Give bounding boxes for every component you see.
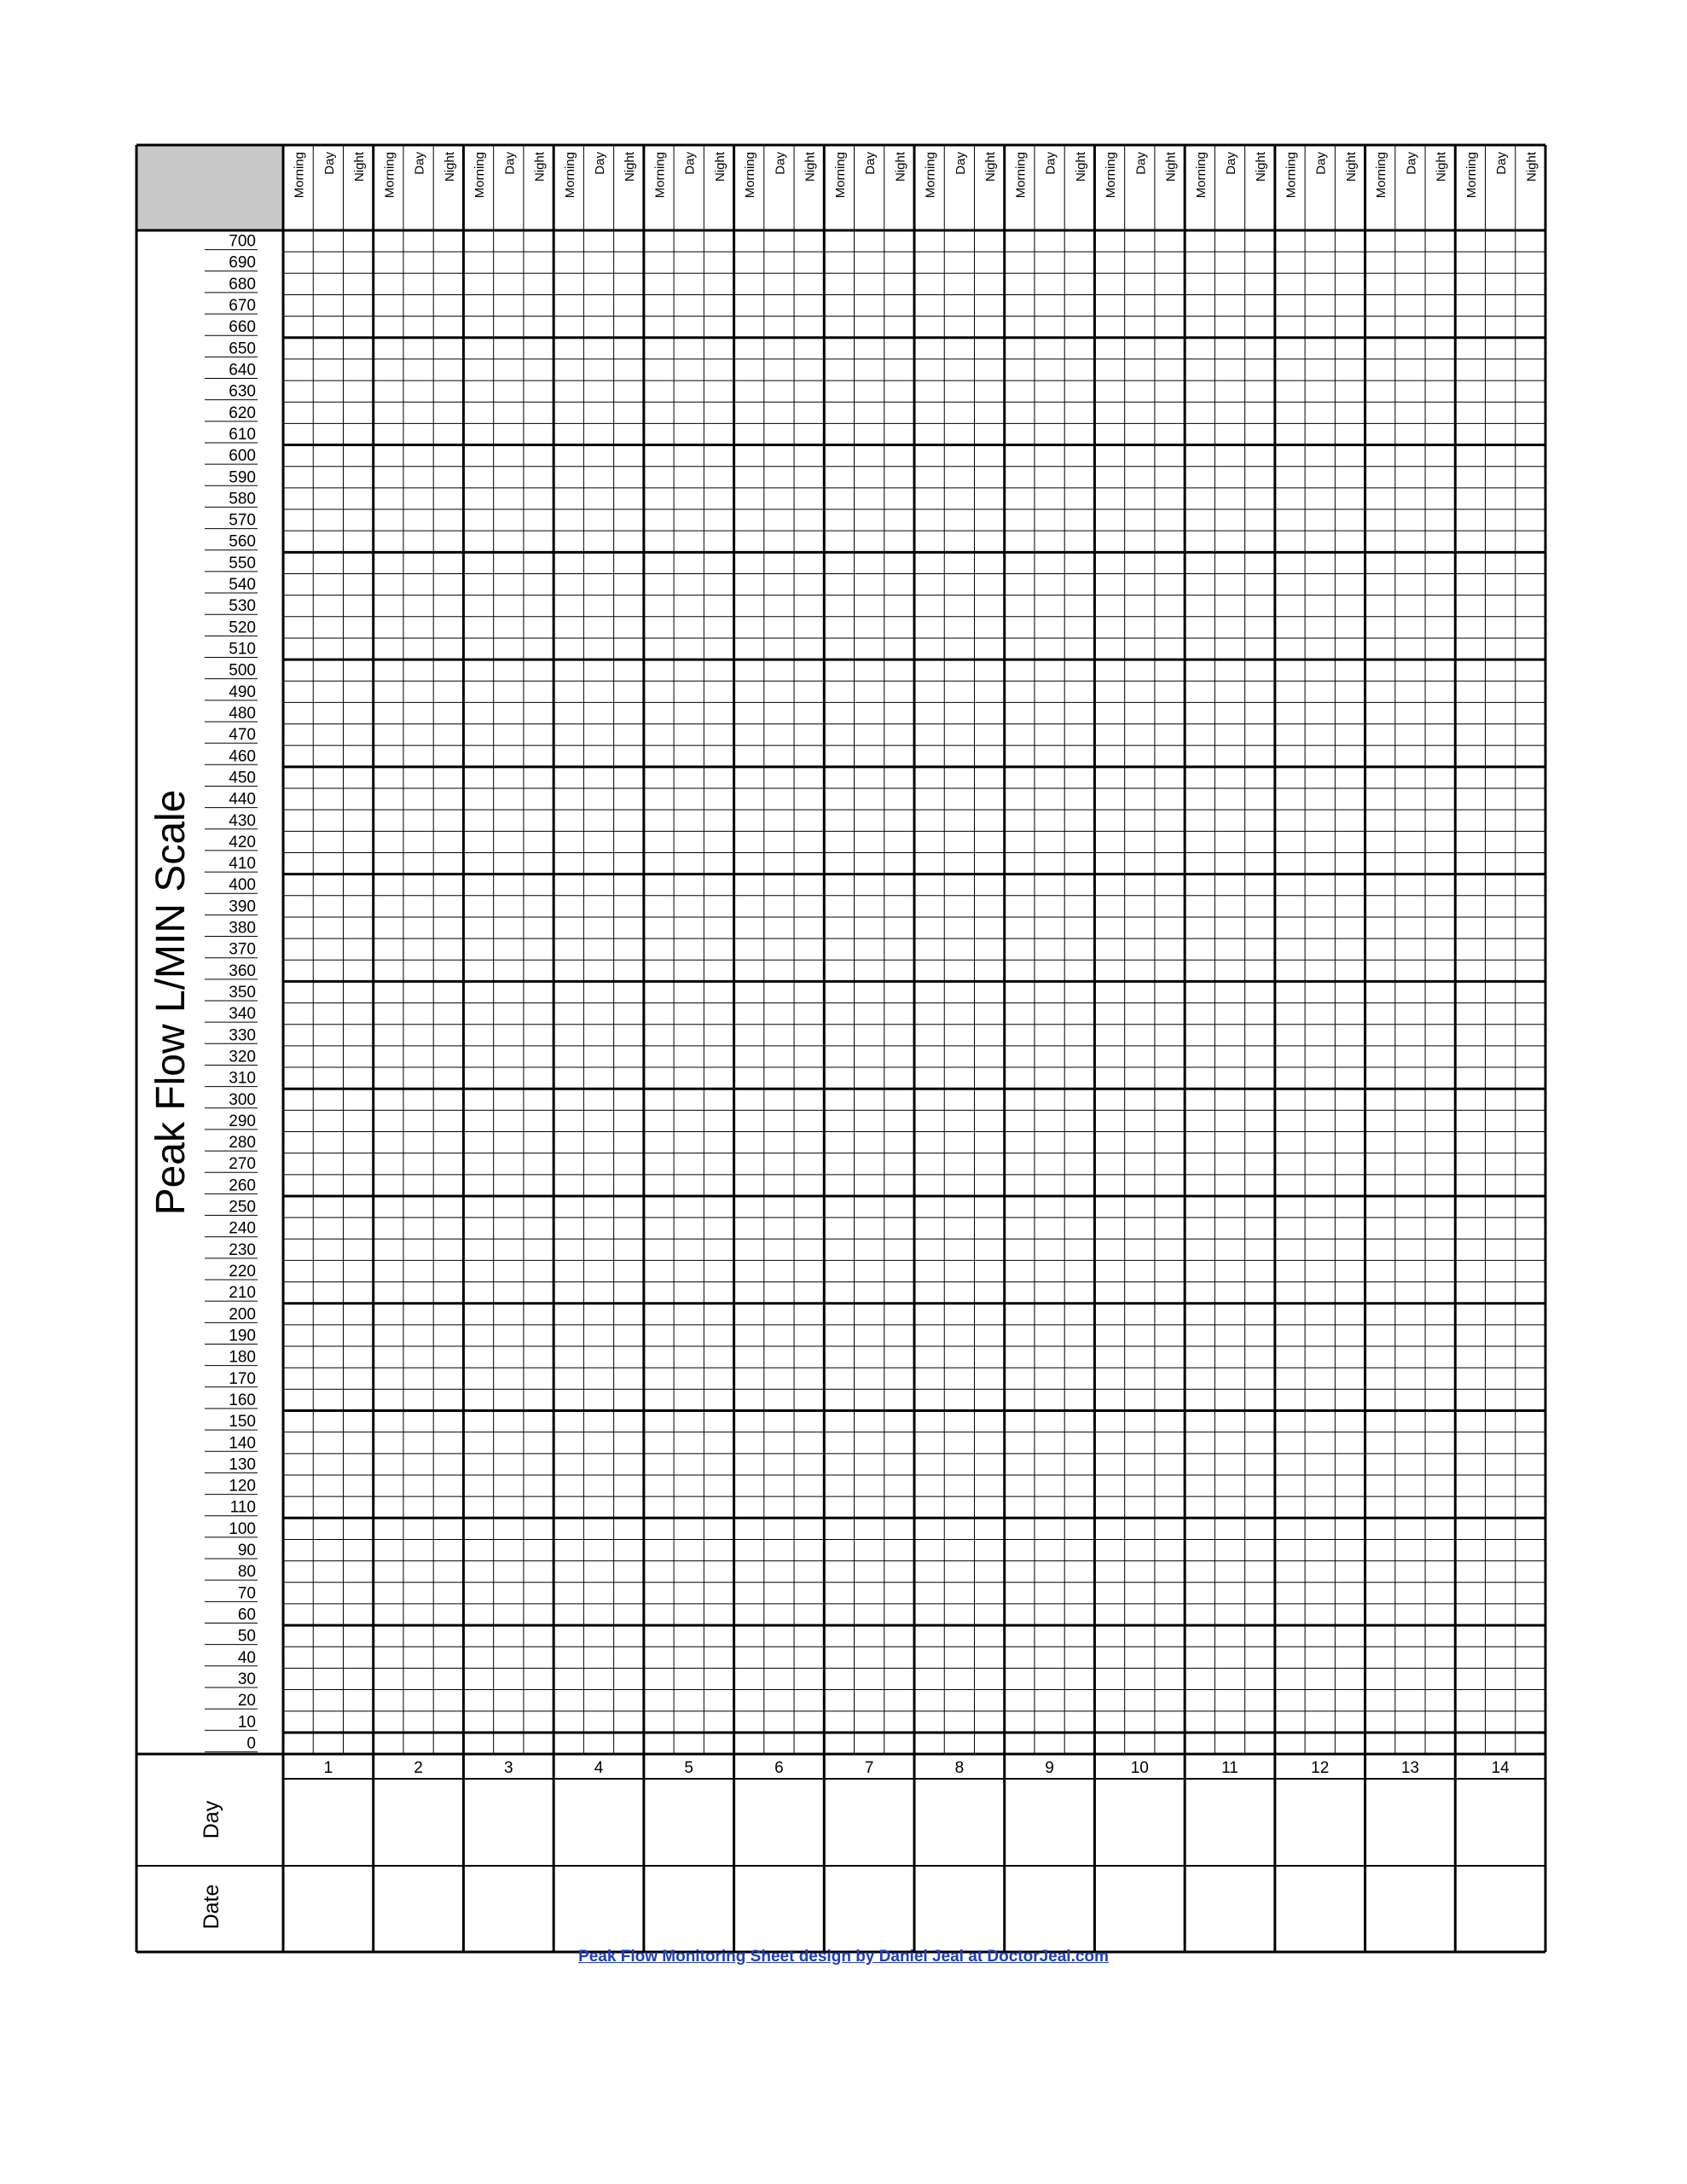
period-label: Night <box>983 152 999 183</box>
period-label: Day <box>773 152 788 175</box>
period-label: Night <box>1073 152 1088 183</box>
period-label: Morning <box>652 152 668 199</box>
scale-value: 490 <box>229 682 256 701</box>
scale-value: 610 <box>229 425 256 444</box>
day-number: 3 <box>503 1759 513 1777</box>
period-label: Night <box>1343 152 1359 183</box>
row-label-date: Date <box>200 1884 223 1930</box>
day-number: 9 <box>1045 1759 1054 1777</box>
day-number: 10 <box>1130 1759 1149 1777</box>
scale-value: 640 <box>229 361 256 380</box>
scale-value: 60 <box>237 1606 256 1624</box>
scale-value: 540 <box>229 576 256 595</box>
scale-value: 390 <box>229 897 256 916</box>
scale-value: 410 <box>229 855 256 874</box>
day-number: 4 <box>594 1759 604 1777</box>
period-label: Night <box>1254 152 1269 183</box>
scale-value: 380 <box>229 919 256 938</box>
scale-value: 150 <box>229 1413 256 1432</box>
scale-value: 210 <box>229 1284 256 1303</box>
scale-value: 230 <box>229 1240 256 1259</box>
scale-value: 650 <box>229 340 256 358</box>
period-label: Night <box>1434 152 1449 183</box>
scale-value: 140 <box>229 1434 256 1453</box>
scale-value: 320 <box>229 1048 256 1066</box>
day-number: 14 <box>1491 1759 1510 1777</box>
day-number: 2 <box>414 1759 423 1777</box>
scale-value: 530 <box>229 597 256 616</box>
period-label: Day <box>682 152 698 175</box>
day-number: 12 <box>1311 1759 1330 1777</box>
scale-value: 30 <box>237 1670 256 1688</box>
scale-value: 50 <box>237 1627 256 1646</box>
scale-value: 280 <box>229 1134 256 1153</box>
scale-value: 290 <box>229 1112 256 1130</box>
scale-value: 0 <box>246 1734 256 1753</box>
period-label: Morning <box>923 152 938 199</box>
scale-value: 470 <box>229 726 256 745</box>
scale-value: 120 <box>229 1477 256 1496</box>
scale-value: 510 <box>229 640 256 659</box>
period-label: Night <box>442 152 457 183</box>
row-label-day: Day <box>200 1800 223 1839</box>
grid-lines <box>136 145 1545 1952</box>
scale-value: 400 <box>229 876 256 895</box>
period-label: Day <box>322 152 337 175</box>
period-label: Night <box>1524 152 1539 183</box>
day-number: 11 <box>1221 1759 1238 1777</box>
period-label: Night <box>712 152 728 183</box>
day-number: 5 <box>684 1759 694 1777</box>
period-label: Morning <box>1013 152 1029 199</box>
scale-value: 630 <box>229 382 256 401</box>
period-label: Morning <box>832 152 848 199</box>
scale-value: 680 <box>229 275 256 293</box>
scale-value: 130 <box>229 1455 256 1474</box>
scale-value: 80 <box>237 1563 256 1582</box>
period-label: Day <box>1494 152 1510 175</box>
day-number: 7 <box>864 1759 874 1777</box>
period-label: Day <box>1224 152 1238 175</box>
scale-value: 160 <box>229 1391 256 1409</box>
scale-value: 620 <box>229 404 256 422</box>
scale-value: 20 <box>237 1692 256 1711</box>
period-label: Morning <box>1193 152 1209 199</box>
day-number: 1 <box>323 1759 333 1777</box>
scale-value: 460 <box>229 747 256 766</box>
day-number: 13 <box>1400 1759 1419 1777</box>
period-label: Day <box>953 152 968 175</box>
period-label: Night <box>1163 152 1179 183</box>
scale-value: 360 <box>229 961 256 980</box>
period-label: Morning <box>1284 152 1299 199</box>
scale-value: 420 <box>229 833 256 851</box>
scale-value: 440 <box>229 790 256 809</box>
period-label: Morning <box>743 152 758 199</box>
scale-value: 350 <box>229 984 256 1002</box>
scale-value: 40 <box>237 1648 256 1667</box>
scale-value: 180 <box>229 1348 256 1367</box>
scale-value: 190 <box>229 1327 256 1345</box>
period-label: Morning <box>382 152 397 199</box>
scale-value: 690 <box>229 253 256 272</box>
scale-value: 370 <box>229 940 256 959</box>
scale-value: 450 <box>229 769 256 787</box>
period-label: Night <box>352 152 368 183</box>
day-numbers <box>324 1759 1510 1777</box>
period-label: Day <box>1133 152 1149 175</box>
scale-value: 10 <box>237 1713 256 1732</box>
period-label: Day <box>1043 152 1058 175</box>
period-label: Day <box>1313 152 1329 175</box>
scale-value: 670 <box>229 297 256 316</box>
scale-value: 600 <box>229 447 256 466</box>
scale-value: 480 <box>229 704 256 723</box>
scale-value: 250 <box>229 1198 256 1217</box>
day-number: 6 <box>774 1759 784 1777</box>
header-corner-fill <box>136 145 283 230</box>
period-label: Day <box>412 152 427 175</box>
scale-value: 300 <box>229 1090 256 1109</box>
scale-value: 700 <box>229 232 256 251</box>
day-number: 8 <box>954 1759 965 1777</box>
scale-value: 660 <box>229 318 256 337</box>
period-label: Night <box>623 152 638 183</box>
scale-labels <box>229 233 256 1753</box>
scale-title: Peak Flow L/MIN Scale <box>148 789 194 1216</box>
scale-value: 580 <box>229 490 256 508</box>
period-label: Day <box>863 152 878 175</box>
scale-value: 220 <box>229 1263 256 1281</box>
scale-value: 340 <box>229 1005 256 1024</box>
period-label: Morning <box>1104 152 1119 199</box>
period-label: Day <box>593 152 607 175</box>
period-label: Morning <box>472 152 488 199</box>
period-label: Morning <box>292 152 307 199</box>
scale-value: 520 <box>229 619 256 637</box>
period-label: Day <box>1404 152 1419 175</box>
scale-value: 110 <box>229 1498 256 1517</box>
scale-value: 560 <box>229 532 256 551</box>
scale-value: 590 <box>229 468 256 487</box>
scale-value: 330 <box>229 1026 256 1045</box>
period-label: Night <box>893 152 908 183</box>
period-label: Night <box>532 152 548 183</box>
scale-value: 430 <box>229 811 256 830</box>
period-label: Morning <box>1464 152 1479 199</box>
scale-value: 270 <box>229 1155 256 1174</box>
scale-value: 100 <box>229 1519 256 1538</box>
scale-value: 90 <box>237 1542 256 1560</box>
scale-value: 240 <box>229 1219 256 1238</box>
scale-value: 550 <box>229 554 256 572</box>
scale-value: 70 <box>237 1584 256 1603</box>
scale-value: 570 <box>229 511 256 530</box>
scale-value: 500 <box>229 661 256 680</box>
period-label: Morning <box>562 152 577 199</box>
header-corner <box>136 145 283 230</box>
scale-value: 310 <box>229 1069 256 1088</box>
period-label: Night <box>803 152 818 183</box>
scale-value: 260 <box>229 1176 256 1195</box>
period-label: Day <box>502 152 518 175</box>
period-label: Morning <box>1374 152 1389 199</box>
footer-credit-link[interactable]: Peak Flow Monitoring Sheet design by Daniel Jeal at DoctorJeal.com <box>578 1948 1109 1966</box>
scale-value: 200 <box>229 1305 256 1324</box>
scale-value: 170 <box>229 1369 256 1388</box>
